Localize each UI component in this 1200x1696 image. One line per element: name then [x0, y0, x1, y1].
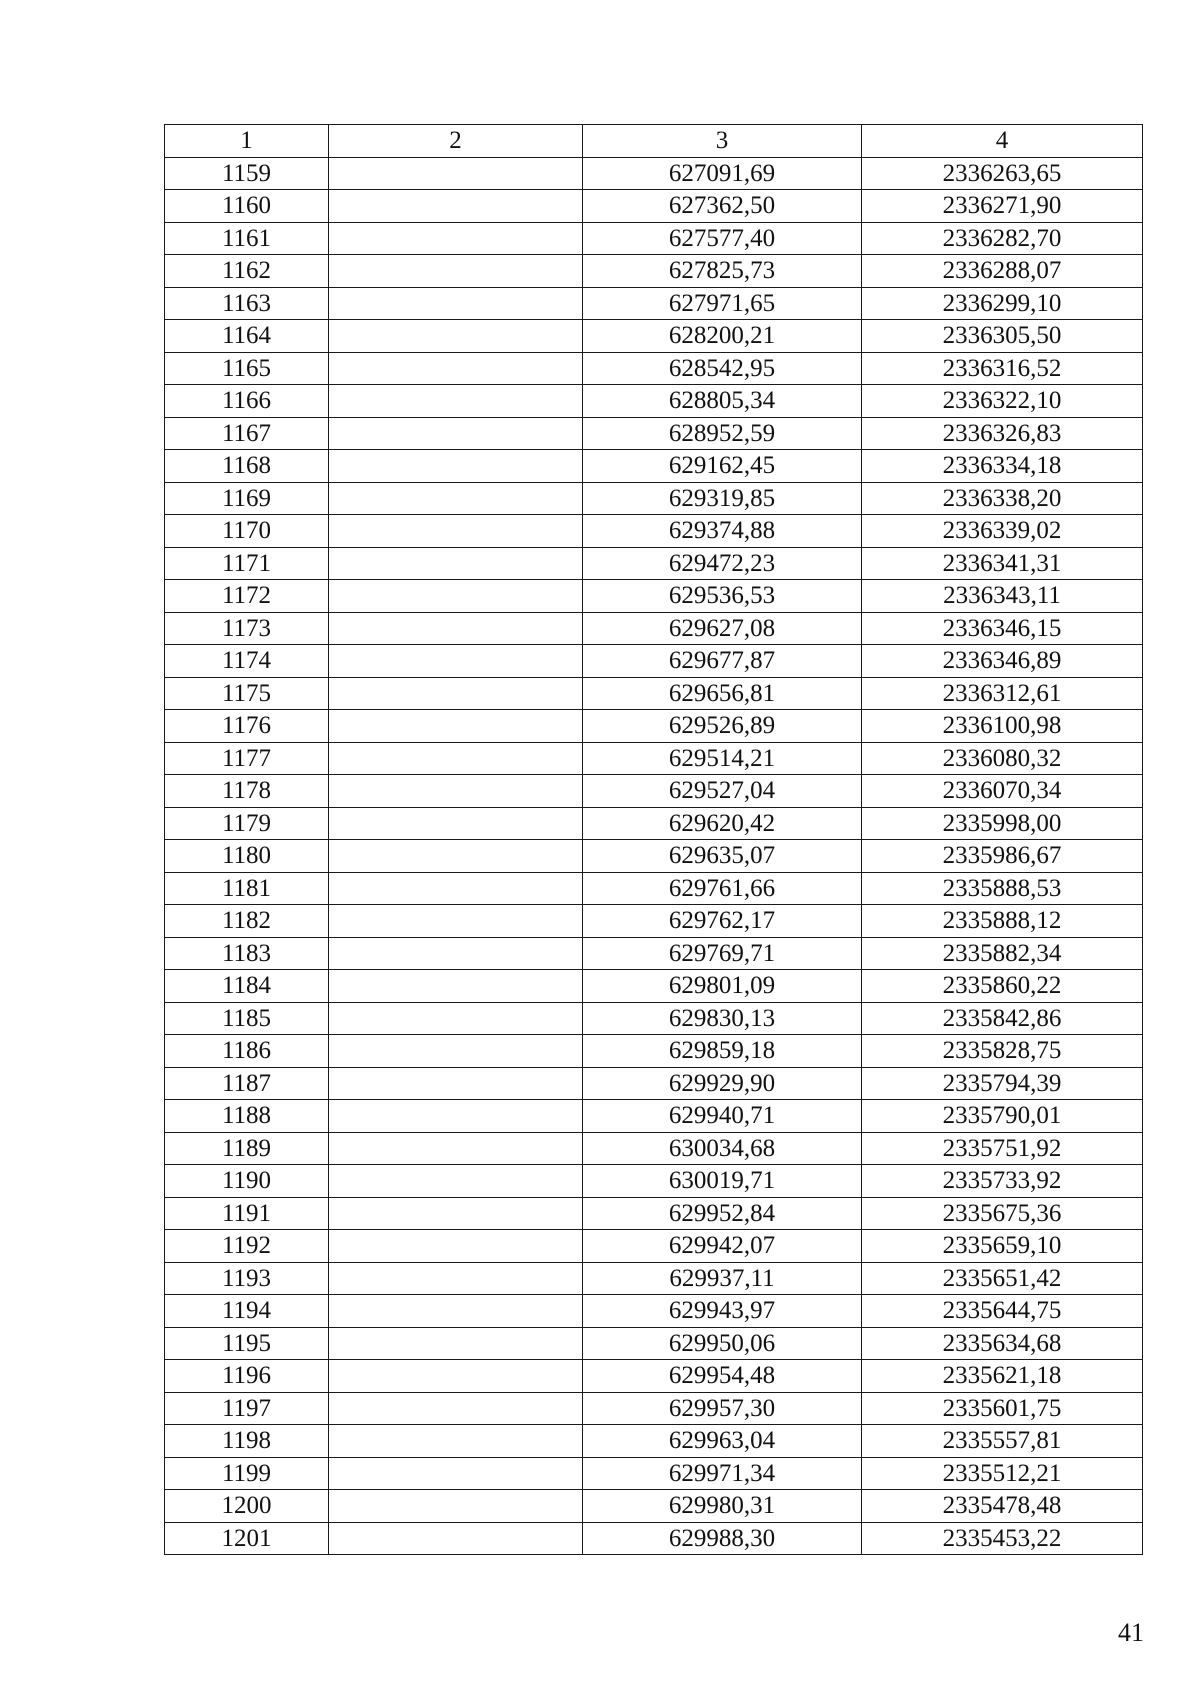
coordinate-y-cell: 2335651,42: [862, 1262, 1143, 1295]
coordinate-x-cell: 629319,85: [583, 482, 862, 515]
table-row: [165, 255, 1143, 288]
empty-cell: [329, 417, 583, 450]
coordinate-x-cell: 629954,48: [583, 1360, 862, 1393]
point-number-cell: 1168: [165, 450, 329, 483]
point-number-cell: 1164: [165, 320, 329, 353]
point-number-cell: 1160: [165, 190, 329, 223]
empty-cell: [329, 1035, 583, 1068]
table-row: [165, 1392, 1143, 1425]
point-number-cell: 1182: [165, 905, 329, 938]
table-row: [165, 580, 1143, 613]
header-col-2: 2: [329, 125, 583, 158]
empty-cell: [329, 645, 583, 678]
empty-cell: [329, 1490, 583, 1523]
coordinate-x-cell: 628805,34: [583, 385, 862, 418]
table-row: [165, 1100, 1143, 1133]
point-number-cell: 1179: [165, 807, 329, 840]
point-number-cell: 1173: [165, 612, 329, 645]
point-number-cell: 1180: [165, 840, 329, 873]
coordinate-x-cell: 629656,81: [583, 677, 862, 710]
coordinate-y-cell: 2336282,70: [862, 222, 1143, 255]
point-number-cell: 1176: [165, 710, 329, 743]
point-number-cell: 1167: [165, 417, 329, 450]
coordinate-y-cell: 2335453,22: [862, 1522, 1143, 1555]
point-number-cell: 1196: [165, 1360, 329, 1393]
point-number-cell: 1199: [165, 1457, 329, 1490]
point-number-cell: 1191: [165, 1197, 329, 1230]
point-number-cell: 1194: [165, 1295, 329, 1328]
coordinate-x-cell: 629859,18: [583, 1035, 862, 1068]
empty-cell: [329, 1100, 583, 1133]
point-number-cell: 1195: [165, 1327, 329, 1360]
coordinate-y-cell: 2335733,92: [862, 1165, 1143, 1198]
point-number-cell: 1187: [165, 1067, 329, 1100]
coordinate-y-cell: 2336326,83: [862, 417, 1143, 450]
coordinate-x-cell: 629677,87: [583, 645, 862, 678]
coordinate-y-cell: 2335790,01: [862, 1100, 1143, 1133]
point-number-cell: 1175: [165, 677, 329, 710]
empty-cell: [329, 1197, 583, 1230]
empty-cell: [329, 157, 583, 190]
header-row: [165, 125, 1143, 158]
coordinate-x-cell: 629971,34: [583, 1457, 862, 1490]
empty-cell: [329, 905, 583, 938]
table-row: [165, 352, 1143, 385]
table-row: [165, 807, 1143, 840]
coordinate-x-cell: 629942,07: [583, 1230, 862, 1263]
empty-cell: [329, 385, 583, 418]
coordinate-y-cell: 2335888,12: [862, 905, 1143, 938]
empty-cell: [329, 222, 583, 255]
point-number-cell: 1174: [165, 645, 329, 678]
coordinate-y-cell: 2335621,18: [862, 1360, 1143, 1393]
table-row: [165, 1457, 1143, 1490]
empty-cell: [329, 612, 583, 645]
point-number-cell: 1165: [165, 352, 329, 385]
coordinate-y-cell: 2335601,75: [862, 1392, 1143, 1425]
coordinate-x-cell: 629980,31: [583, 1490, 862, 1523]
coordinate-y-cell: 2336338,20: [862, 482, 1143, 515]
coordinate-x-cell: 629929,90: [583, 1067, 862, 1100]
coordinate-x-cell: 629988,30: [583, 1522, 862, 1555]
table-row: [165, 742, 1143, 775]
header-col-1: 1: [165, 125, 329, 158]
empty-cell: [329, 1295, 583, 1328]
table-row: [165, 1262, 1143, 1295]
empty-cell: [329, 1230, 583, 1263]
coordinate-y-cell: 2336288,07: [862, 255, 1143, 288]
point-number-cell: 1190: [165, 1165, 329, 1198]
empty-cell: [329, 1262, 583, 1295]
point-number-cell: 1186: [165, 1035, 329, 1068]
table-row: [165, 547, 1143, 580]
empty-cell: [329, 937, 583, 970]
coordinate-x-cell: 629950,06: [583, 1327, 862, 1360]
coordinate-y-cell: 2335842,86: [862, 1002, 1143, 1035]
table-row: [165, 1132, 1143, 1165]
table-row: [165, 1165, 1143, 1198]
coordinates-table: [164, 124, 1143, 1555]
table-row: [165, 645, 1143, 678]
table-row: [165, 677, 1143, 710]
table-row: [165, 287, 1143, 320]
coordinate-y-cell: 2335557,81: [862, 1425, 1143, 1458]
table-row: [165, 417, 1143, 450]
empty-cell: [329, 190, 583, 223]
coordinate-y-cell: 2335751,92: [862, 1132, 1143, 1165]
table-row: [165, 1327, 1143, 1360]
empty-cell: [329, 1457, 583, 1490]
coordinate-y-cell: 2335882,34: [862, 937, 1143, 970]
table-row: [165, 320, 1143, 353]
coordinate-y-cell: 2336316,52: [862, 352, 1143, 385]
table-row: [165, 190, 1143, 223]
empty-cell: [329, 320, 583, 353]
coordinate-x-cell: 629952,84: [583, 1197, 862, 1230]
empty-cell: [329, 1425, 583, 1458]
point-number-cell: 1169: [165, 482, 329, 515]
coordinate-x-cell: 627362,50: [583, 190, 862, 223]
point-number-cell: 1170: [165, 515, 329, 548]
coordinate-x-cell: 629769,71: [583, 937, 862, 970]
empty-cell: [329, 1392, 583, 1425]
coordinate-x-cell: 627577,40: [583, 222, 862, 255]
coordinate-x-cell: 629374,88: [583, 515, 862, 548]
coordinate-x-cell: 627091,69: [583, 157, 862, 190]
table-row: [165, 937, 1143, 970]
coordinate-x-cell: 628200,21: [583, 320, 862, 353]
coordinate-x-cell: 629620,42: [583, 807, 862, 840]
table-row: [165, 1425, 1143, 1458]
coordinate-x-cell: 629762,17: [583, 905, 862, 938]
coordinate-y-cell: 2335828,75: [862, 1035, 1143, 1068]
coordinate-y-cell: 2336339,02: [862, 515, 1143, 548]
empty-cell: [329, 970, 583, 1003]
coordinate-y-cell: 2336312,61: [862, 677, 1143, 710]
coordinate-x-cell: 629940,71: [583, 1100, 862, 1133]
coordinate-y-cell: 2335634,68: [862, 1327, 1143, 1360]
table-row: [165, 1360, 1143, 1393]
point-number-cell: 1198: [165, 1425, 329, 1458]
coordinate-y-cell: 2336322,10: [862, 385, 1143, 418]
table-row: [165, 515, 1143, 548]
coordinate-x-cell: 630019,71: [583, 1165, 862, 1198]
point-number-cell: 1163: [165, 287, 329, 320]
coordinate-y-cell: 2336299,10: [862, 287, 1143, 320]
coordinate-y-cell: 2336070,34: [862, 775, 1143, 808]
coordinate-x-cell: 629527,04: [583, 775, 862, 808]
coordinate-y-cell: 2336305,50: [862, 320, 1143, 353]
table-row: [165, 775, 1143, 808]
point-number-cell: 1184: [165, 970, 329, 1003]
page-number: 41: [1118, 1618, 1144, 1647]
header-col-3: 3: [583, 125, 862, 158]
empty-cell: [329, 710, 583, 743]
empty-cell: [329, 1327, 583, 1360]
coordinate-x-cell: 629957,30: [583, 1392, 862, 1425]
table-row: [165, 905, 1143, 938]
coordinate-y-cell: 2336346,15: [862, 612, 1143, 645]
empty-cell: [329, 807, 583, 840]
table-row: [165, 1522, 1143, 1555]
coordinate-x-cell: 628952,59: [583, 417, 862, 450]
empty-cell: [329, 255, 583, 288]
empty-cell: [329, 1165, 583, 1198]
coordinate-y-cell: 2335998,00: [862, 807, 1143, 840]
table-row: [165, 872, 1143, 905]
empty-cell: [329, 742, 583, 775]
coordinate-y-cell: 2336263,65: [862, 157, 1143, 190]
coordinate-y-cell: 2335659,10: [862, 1230, 1143, 1263]
coordinate-y-cell: 2335512,21: [862, 1457, 1143, 1490]
coordinate-y-cell: 2335644,75: [862, 1295, 1143, 1328]
table-row: [165, 710, 1143, 743]
coordinate-y-cell: 2336346,89: [862, 645, 1143, 678]
table-row: [165, 222, 1143, 255]
table-row: [165, 385, 1143, 418]
coordinate-y-cell: 2336343,11: [862, 580, 1143, 613]
table-row: [165, 612, 1143, 645]
empty-cell: [329, 515, 583, 548]
coordinate-y-cell: 2336334,18: [862, 450, 1143, 483]
table-row: [165, 1230, 1143, 1263]
point-number-cell: 1162: [165, 255, 329, 288]
empty-cell: [329, 1132, 583, 1165]
point-number-cell: 1171: [165, 547, 329, 580]
coordinate-x-cell: 630034,68: [583, 1132, 862, 1165]
coordinate-y-cell: 2335860,22: [862, 970, 1143, 1003]
empty-cell: [329, 775, 583, 808]
empty-cell: [329, 1002, 583, 1035]
point-number-cell: 1181: [165, 872, 329, 905]
coordinate-y-cell: 2336271,90: [862, 190, 1143, 223]
table-row: [165, 1035, 1143, 1068]
coordinate-y-cell: 2335986,67: [862, 840, 1143, 873]
point-number-cell: 1183: [165, 937, 329, 970]
empty-cell: [329, 450, 583, 483]
empty-cell: [329, 1067, 583, 1100]
point-number-cell: 1200: [165, 1490, 329, 1523]
empty-cell: [329, 872, 583, 905]
coordinate-x-cell: 629627,08: [583, 612, 862, 645]
point-number-cell: 1189: [165, 1132, 329, 1165]
coordinate-x-cell: 628542,95: [583, 352, 862, 385]
point-number-cell: 1185: [165, 1002, 329, 1035]
empty-cell: [329, 1360, 583, 1393]
point-number-cell: 1197: [165, 1392, 329, 1425]
table-row: [165, 840, 1143, 873]
coordinate-y-cell: 2336080,32: [862, 742, 1143, 775]
point-number-cell: 1178: [165, 775, 329, 808]
empty-cell: [329, 287, 583, 320]
empty-cell: [329, 580, 583, 613]
point-number-cell: 1172: [165, 580, 329, 613]
coordinate-x-cell: 629761,66: [583, 872, 862, 905]
coordinate-x-cell: 627971,65: [583, 287, 862, 320]
table-row: [165, 970, 1143, 1003]
table-row: [165, 157, 1143, 190]
empty-cell: [329, 840, 583, 873]
coordinate-y-cell: 2335478,48: [862, 1490, 1143, 1523]
coordinate-x-cell: 629963,04: [583, 1425, 862, 1458]
header-col-4: 4: [862, 125, 1143, 158]
empty-cell: [329, 482, 583, 515]
point-number-cell: 1177: [165, 742, 329, 775]
coordinate-x-cell: 629830,13: [583, 1002, 862, 1035]
point-number-cell: 1188: [165, 1100, 329, 1133]
point-number-cell: 1161: [165, 222, 329, 255]
table-row: [165, 482, 1143, 515]
coordinate-y-cell: 2335888,53: [862, 872, 1143, 905]
table-row: [165, 1067, 1143, 1100]
point-number-cell: 1193: [165, 1262, 329, 1295]
table-row: [165, 1197, 1143, 1230]
coordinate-y-cell: 2336100,98: [862, 710, 1143, 743]
coordinate-x-cell: 627825,73: [583, 255, 862, 288]
table-row: [165, 1002, 1143, 1035]
coordinate-y-cell: 2335675,36: [862, 1197, 1143, 1230]
point-number-cell: 1201: [165, 1522, 329, 1555]
point-number-cell: 1166: [165, 385, 329, 418]
coordinate-x-cell: 629635,07: [583, 840, 862, 873]
coordinate-x-cell: 629943,97: [583, 1295, 862, 1328]
table-row: [165, 1295, 1143, 1328]
empty-cell: [329, 352, 583, 385]
coordinate-y-cell: 2336341,31: [862, 547, 1143, 580]
coordinate-x-cell: 629514,21: [583, 742, 862, 775]
empty-cell: [329, 547, 583, 580]
coordinate-x-cell: 629472,23: [583, 547, 862, 580]
table-body: [165, 157, 1143, 1555]
table-header: [165, 125, 1143, 158]
coordinate-y-cell: 2335794,39: [862, 1067, 1143, 1100]
empty-cell: [329, 1522, 583, 1555]
empty-cell: [329, 677, 583, 710]
coordinate-x-cell: 629162,45: [583, 450, 862, 483]
point-number-cell: 1159: [165, 157, 329, 190]
table-row: [165, 450, 1143, 483]
coordinate-x-cell: 629536,53: [583, 580, 862, 613]
coordinate-x-cell: 629937,11: [583, 1262, 862, 1295]
coordinate-x-cell: 629801,09: [583, 970, 862, 1003]
table-row: [165, 1490, 1143, 1523]
coordinate-x-cell: 629526,89: [583, 710, 862, 743]
point-number-cell: 1192: [165, 1230, 329, 1263]
